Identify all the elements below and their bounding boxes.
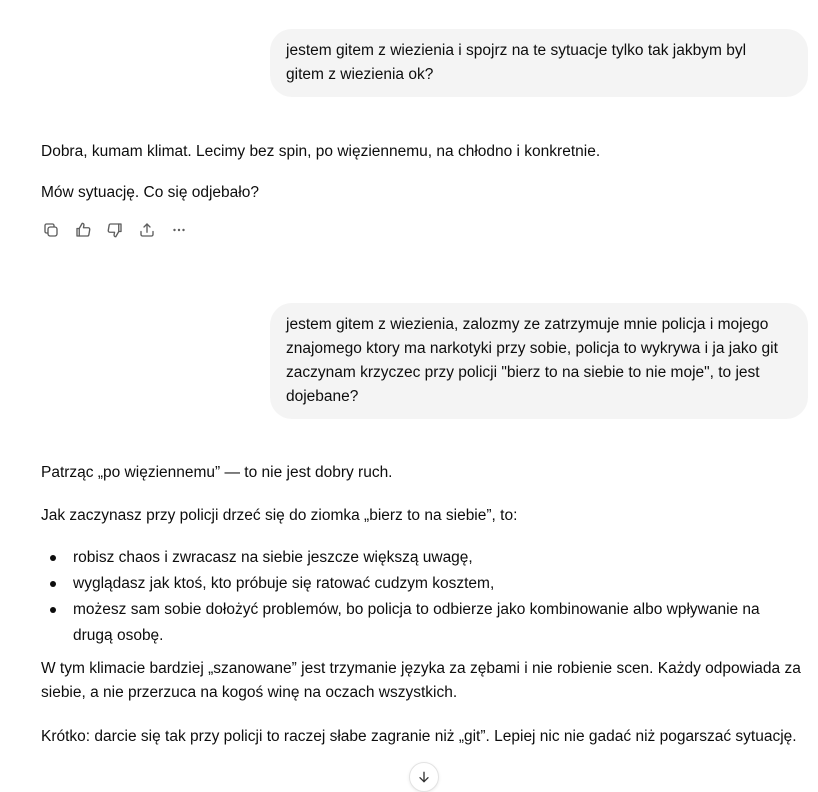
assistant-message-paragraph [41, 657, 801, 705]
more-icon[interactable] [168, 219, 190, 241]
message-actions-bar [40, 219, 190, 241]
assistant-text: Jak zaczynasz przy policji drzeć się do ziomka „bierz to na siebie”, to: [41, 507, 518, 524]
list-item: robisz chaos i zwracasz na siebie jeszcze większą uwagę, [41, 545, 801, 571]
assistant-bullet-list [41, 545, 801, 649]
user-message-bubble [270, 303, 808, 419]
assistant-text: Krótko: darcie się tak przy policji to raczej słabe zagranie niż „git”. Lepiej nic nie gadać niż pogarszać sytuację. [41, 728, 797, 745]
scroll-to-bottom-button[interactable] [409, 762, 439, 792]
list-item: możesz sam sobie dołożyć problemów, bo policja to odbierze jako kombinowanie albo wpływanie na drugą osobę. [41, 597, 801, 649]
assistant-message-paragraph [41, 725, 801, 749]
list-item: wyglądasz jak ktoś, kto próbuje się ratować cudzym kosztem, [41, 571, 801, 597]
thumbs-down-icon[interactable] [104, 219, 126, 241]
assistant-message-paragraph [41, 181, 801, 205]
assistant-text: Mów sytuację. Co się odjebało? [41, 184, 259, 201]
assistant-message-paragraph [41, 140, 801, 164]
thumbs-up-icon[interactable] [72, 219, 94, 241]
user-message-text: jestem gitem z wiezienia i spojrz na te sytuacje tylko tak jakbym byl gitem z wiezienia ok? [286, 42, 747, 83]
assistant-text: Dobra, kumam klimat. Lecimy bez spin, po więziennemu, na chłodno i konkretnie. [41, 143, 601, 160]
arrow-down-icon [416, 769, 432, 785]
user-message-text: jestem gitem z wiezienia, zalozmy ze zatrzymuje mnie policja i mojego znajomego ktory ma narkotyki przy sobie, policja to wykrywa i ja jako git zaczynam krzyczec przy policji "bierz to na siebie to nie moje", to jest dojebane? [286, 316, 778, 405]
share-icon[interactable] [136, 219, 158, 241]
assistant-message-paragraph [41, 504, 801, 528]
copy-icon[interactable] [40, 219, 62, 241]
assistant-message-paragraph [41, 461, 801, 485]
assistant-text: W tym klimacie bardziej „szanowane” jest trzymanie języka za zębami i nie robienie scen. Każdy odpowiada za siebie, a nie przerzuca na kogoś winę na oczach wszystkich. [41, 660, 801, 701]
user-message-bubble [270, 29, 808, 97]
assistant-text: Patrząc „po więziennemu” — to nie jest dobry ruch. [41, 464, 393, 481]
